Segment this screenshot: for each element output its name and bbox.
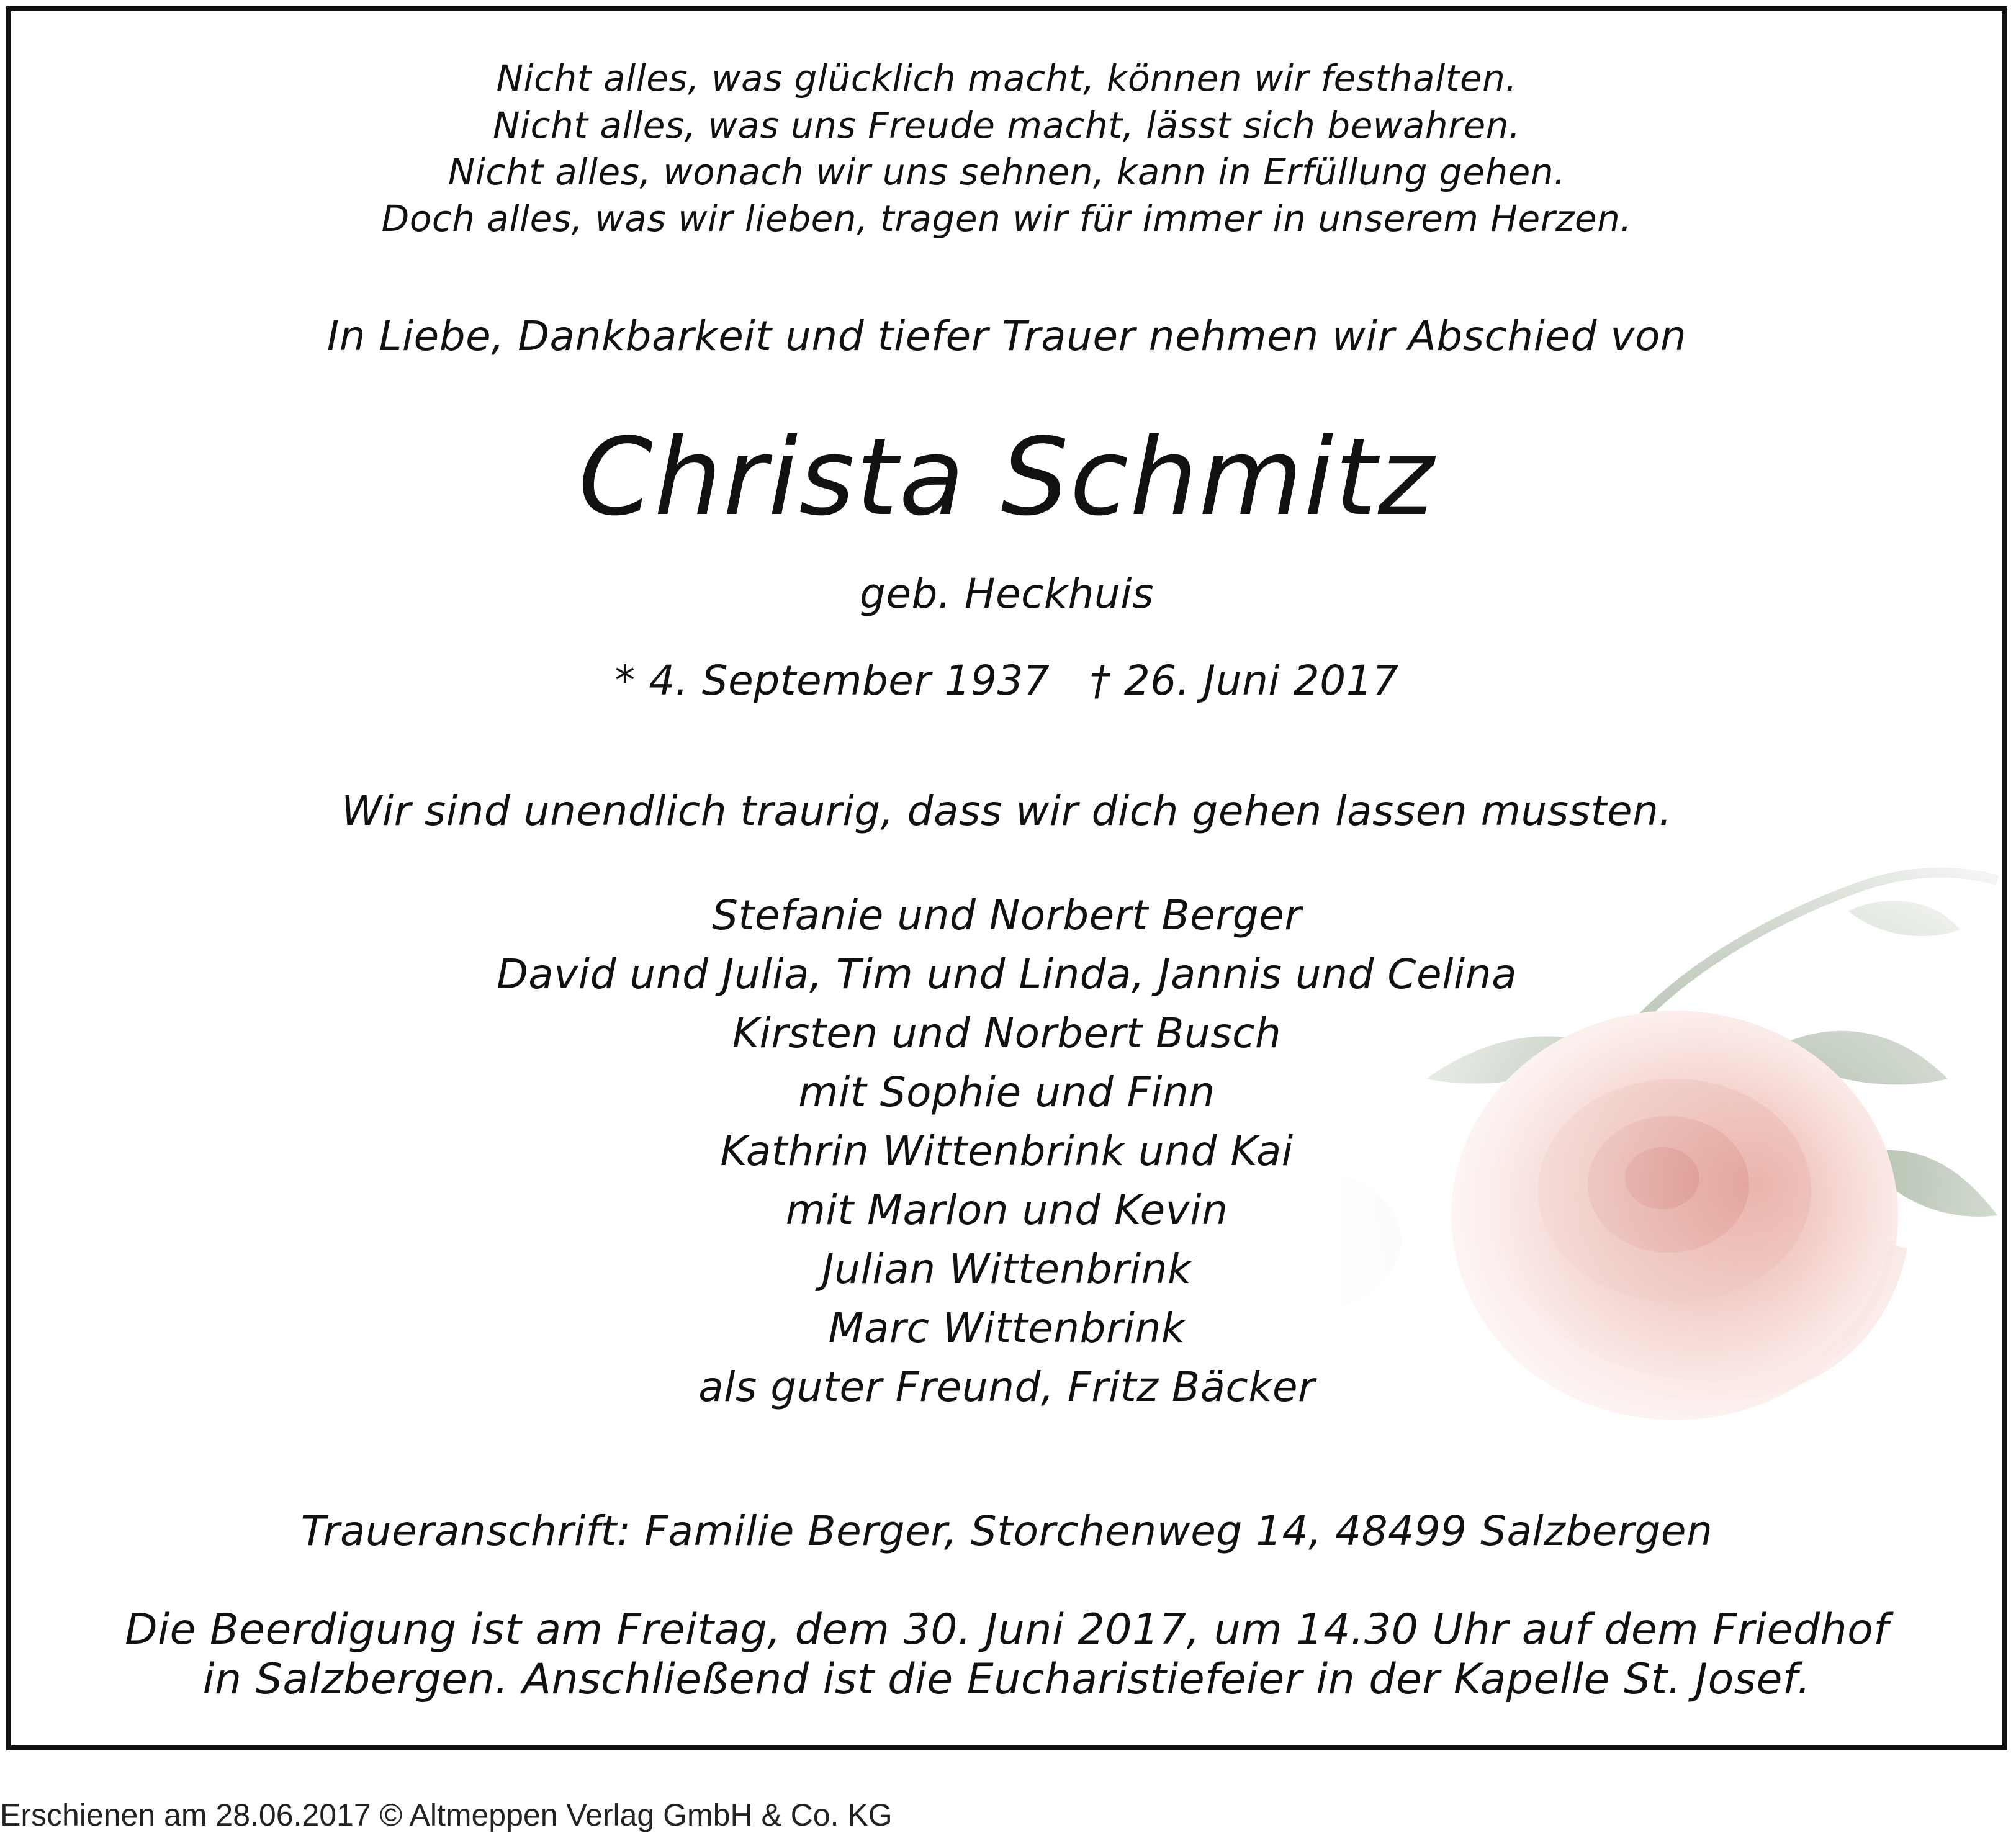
poem-line-2: Nicht alles, was uns Freude macht, lässt sich bewahren. [493,104,1521,146]
poem-line-4: Doch alles, was wir lieben, tragen wir für immer in unserem Herzen. [381,197,1632,240]
mourning-address: Traueranschrift: Familie Berger, Storchenweg 14, 48499 Salzbergen [300,1507,1713,1555]
poem-line-1: Nicht alles, was glücklich macht, können wir festhalten. [496,57,1518,99]
poem-line-3: Nicht alles, wonach wir uns sehnen, kann in Erfüllung gehen. [448,151,1566,193]
birth-name: geb. Heckhuis [860,570,1154,618]
burial-info-line-2: in Salzbergen. Anschließend ist die Eucharistiefeier in der Kapelle St. Josef. [202,1655,1811,1704]
life-dates: * 4. September 1937 † 26. Juni 2017 [614,657,1399,705]
publication-footer: Erschienen am 28.06.2017 © Altmeppen Verlag GmbH & Co. KG [0,1798,893,1832]
mourner-line: mit Marlon und Kevin [785,1186,1228,1234]
mourner-line: als guter Freund, Fritz Bäcker [698,1363,1315,1411]
mourner-line: Marc Wittenbrink [828,1304,1186,1352]
burial-info-line-1: Die Beerdigung ist am Freitag, dem 30. Juni 2017, um 14.30 Uhr auf dem Friedhof [125,1605,1889,1654]
mourner-line: Stefanie und Norbert Berger [712,891,1302,939]
deceased-name: Christa Schmitz [578,415,1436,539]
intro-text: In Liebe, Dankbarkeit und tiefer Trauer nehmen wir Abschied von [326,312,1687,360]
mourner-line: mit Sophie und Finn [798,1068,1215,1116]
mourner-line: Kathrin Wittenbrink und Kai [720,1127,1294,1175]
mourner-line: Julian Wittenbrink [822,1245,1192,1293]
mourner-line: Kirsten und Norbert Busch [732,1009,1282,1057]
message-text: Wir sind unendlich traurig, dass wir dich gehen lassen mussten. [341,787,1672,835]
mourner-line: David und Julia, Tim und Linda, Jannis und Celina [496,950,1518,998]
obituary-notice [6,6,2007,1750]
